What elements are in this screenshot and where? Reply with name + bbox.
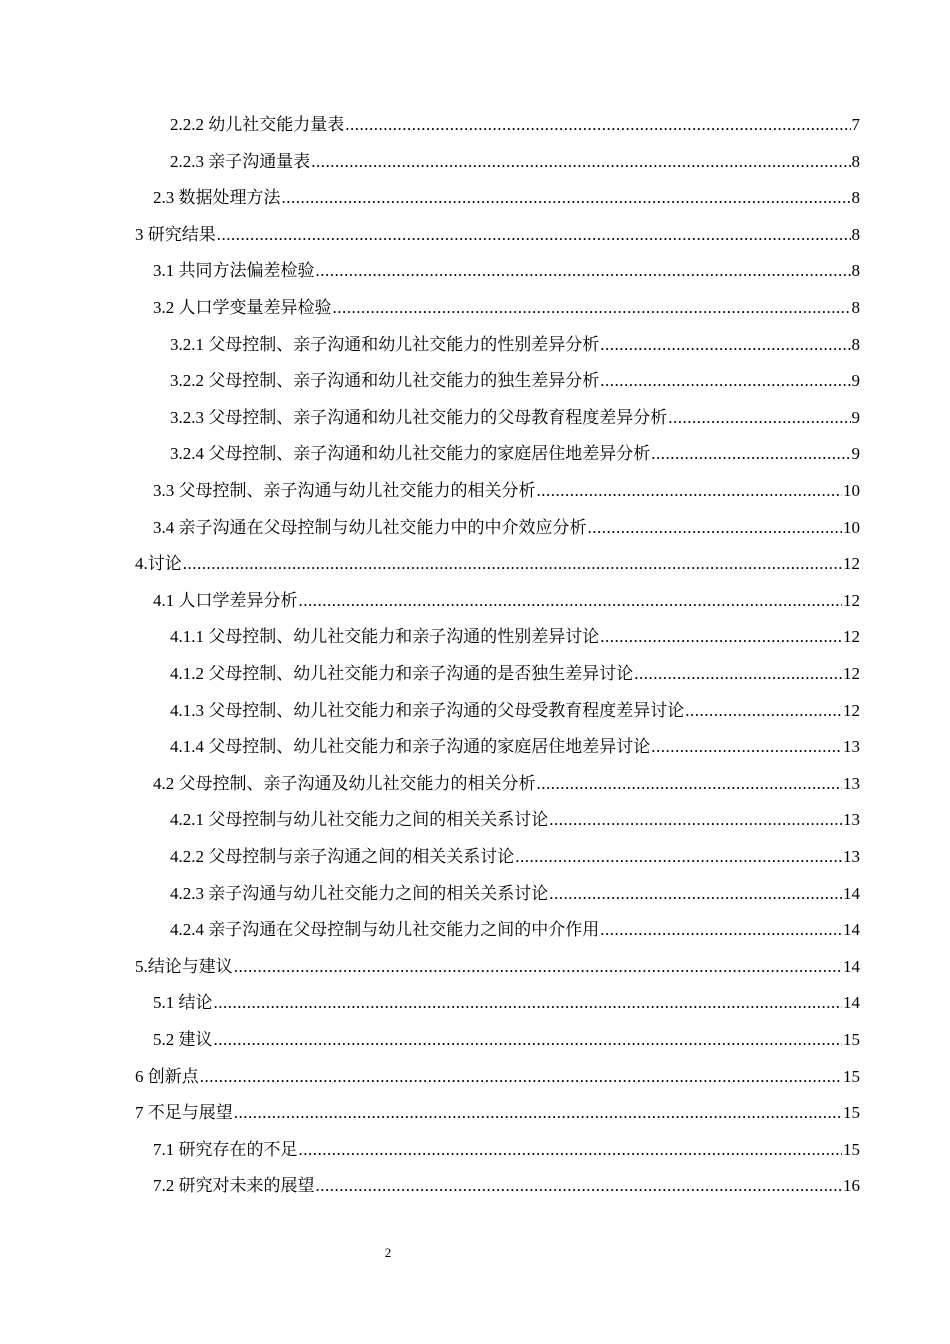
toc-entry-title: 4.1.4 父母控制、幼儿社交能力和亲子沟通的家庭居住地差异讨论 [170, 737, 651, 757]
toc-entry[interactable] [170, 147, 860, 177]
toc-entry-page-number: 10 [843, 481, 860, 500]
toc-entry[interactable] [153, 256, 860, 286]
toc-entry[interactable] [153, 183, 860, 213]
toc-entry[interactable] [170, 915, 860, 945]
toc-entry[interactable] [135, 220, 860, 250]
toc-entry-title: 3.4 亲子沟通在父母控制与幼儿社交能力中的中介效应分析 [153, 517, 587, 537]
toc-entry[interactable] [170, 366, 860, 396]
toc-entry-title: 4.1.1 父母控制、幼儿社交能力和亲子沟通的性别差异讨论 [170, 627, 600, 647]
toc-entry-page-number: 9 [851, 371, 860, 391]
toc-dot-leader [549, 805, 842, 835]
toc-dot-leader [214, 1025, 843, 1055]
toc-dot-leader [299, 1135, 843, 1165]
toc-entry[interactable] [135, 549, 860, 579]
toc-entry[interactable] [170, 659, 860, 689]
toc-dot-leader [311, 147, 850, 177]
toc-dot-leader [600, 915, 842, 945]
toc-entry-title: 3.3 父母控制、亲子沟通与幼儿社交能力的相关分析 [153, 481, 536, 500]
toc-dot-leader [537, 476, 843, 506]
toc-entry-title: 2.2.3 亲子沟通量表 [170, 151, 311, 171]
toc-entry-title: 7 不足与展望 [135, 1103, 233, 1123]
toc-entry[interactable] [153, 1025, 860, 1055]
toc-entry-title: 2.3 数据处理方法 [153, 188, 281, 208]
toc-entry-page-number: 9 [851, 407, 860, 427]
toc-dot-leader [200, 1062, 842, 1092]
toc-entry[interactable] [153, 769, 860, 799]
toc-entry-page-number: 12 [843, 627, 860, 647]
toc-entry[interactable] [170, 842, 860, 872]
toc-dot-leader [600, 366, 850, 396]
toc-entry[interactable] [153, 1135, 860, 1165]
toc-entry-page-number: 8 [851, 188, 860, 208]
toc-entry-page-number: 13 [843, 773, 860, 793]
toc-entry[interactable] [170, 805, 860, 835]
toc-dot-leader [234, 952, 842, 982]
toc-dot-leader [668, 403, 850, 433]
toc-entry-title: 3.2.1 父母控制、亲子沟通和幼儿社交能力的性别差异分析 [170, 334, 600, 354]
toc-entry[interactable] [170, 330, 860, 360]
toc-entry-page-number: 12 [843, 700, 860, 720]
toc-entry-page-number: 10 [843, 517, 860, 537]
toc-entry[interactable] [135, 1062, 860, 1092]
toc-dot-leader [316, 1171, 843, 1201]
toc-entry-page-number: 13 [843, 810, 860, 830]
toc-entry[interactable] [170, 439, 860, 469]
toc-entry-page-number: 14 [843, 920, 860, 940]
toc-dot-leader [214, 988, 843, 1018]
toc-entry[interactable] [170, 110, 860, 140]
toc-entry-page-number: 15 [843, 1030, 860, 1049]
toc-entry-page-number: 15 [843, 1139, 860, 1159]
toc-entry[interactable] [170, 403, 860, 433]
toc-entry-page-number: 9 [851, 444, 860, 464]
toc-entry-title: 7.2 研究对未来的展望 [153, 1176, 315, 1196]
toc-dot-leader [345, 110, 850, 140]
toc-entry[interactable] [135, 1098, 860, 1128]
toc-dot-leader [588, 513, 843, 543]
toc-entry-page-number: 8 [851, 151, 860, 171]
toc-dot-leader [299, 586, 843, 616]
toc-entry-title: 6 创新点 [135, 1066, 199, 1086]
toc-dot-leader [549, 879, 842, 909]
toc-entry-page-number: 14 [843, 993, 860, 1013]
toc-entry-page-number: 16 [843, 1176, 860, 1196]
toc-entry-page-number: 15 [843, 1066, 860, 1086]
toc-dot-leader [600, 622, 842, 652]
toc-entry[interactable] [170, 879, 860, 909]
toc-dot-leader [282, 183, 851, 213]
toc-entry-title: 5.结论与建议 [135, 956, 233, 976]
toc-entry-page-number: 8 [851, 298, 860, 317]
toc-entry-title: 3.1 共同方法偏差检验 [153, 261, 315, 281]
toc-entry-title: 7.1 研究存在的不足 [153, 1139, 298, 1159]
toc-dot-leader [600, 330, 850, 360]
toc-entry-title: 4.讨论 [135, 554, 182, 574]
toc-dot-leader [537, 769, 843, 799]
toc-entry[interactable] [153, 293, 860, 323]
toc-dot-leader [333, 293, 851, 323]
toc-entry[interactable] [170, 696, 860, 726]
toc-entry-title: 4.2.2 父母控制与亲子沟通之间的相关关系讨论 [170, 847, 515, 866]
toc-dot-leader [234, 1098, 842, 1128]
toc-entry-title: 4.2 父母控制、亲子沟通及幼儿社交能力的相关分析 [153, 773, 536, 793]
toc-dot-leader [316, 256, 851, 286]
toc-entry-page-number: 13 [843, 847, 860, 866]
toc-entry[interactable] [135, 952, 860, 982]
toc-entry[interactable] [170, 622, 860, 652]
toc-dot-leader [651, 732, 842, 762]
toc-entry-title: 5.1 结论 [153, 993, 213, 1013]
toc-entry[interactable] [153, 476, 860, 506]
toc-entry[interactable] [153, 513, 860, 543]
toc-entry[interactable] [153, 988, 860, 1018]
toc-entry-page-number: 15 [843, 1103, 860, 1123]
toc-entry-page-number: 8 [851, 261, 860, 281]
toc-entry-page-number: 12 [843, 554, 860, 574]
toc-entry[interactable] [153, 1171, 860, 1201]
toc-dot-leader [651, 439, 850, 469]
toc-entry-title: 4.2.1 父母控制与幼儿社交能力之间的相关关系讨论 [170, 810, 549, 830]
toc-entry-title: 5.2 建议 [153, 1030, 213, 1049]
toc-entry-page-number: 8 [851, 224, 860, 244]
toc-entry-page-number: 8 [851, 334, 860, 354]
toc-entry[interactable] [170, 732, 860, 762]
toc-entry-title: 3.2 人口学变量差异检验 [153, 298, 332, 317]
toc-entry-page-number: 14 [843, 883, 860, 903]
page-number: 2 [384, 1245, 392, 1260]
toc-entry-title: 3.2.3 父母控制、亲子沟通和幼儿社交能力的父母教育程度差异分析 [170, 407, 668, 427]
toc-entry-title: 4.2.4 亲子沟通在父母控制与幼儿社交能力之间的中介作用 [170, 920, 600, 940]
toc-entry-page-number: 14 [843, 956, 860, 976]
toc-entry-title: 4.1.2 父母控制、幼儿社交能力和亲子沟通的是否独生差异讨论 [170, 664, 634, 683]
toc-entry-title: 4.1.3 父母控制、幼儿社交能力和亲子沟通的父母受教育程度差异讨论 [170, 700, 685, 720]
toc-entry-page-number: 12 [843, 590, 860, 610]
toc-entry-title: 4.1 人口学差异分析 [153, 590, 298, 610]
toc-entry-page-number: 12 [843, 664, 860, 683]
toc-entry-page-number: 7 [851, 115, 860, 134]
toc-dot-leader [634, 659, 842, 689]
toc-entry-title: 3 研究结果 [135, 224, 216, 244]
toc-entry-title: 2.2.2 幼儿社交能力量表 [170, 115, 345, 134]
toc-entry-page-number: 13 [843, 737, 860, 757]
toc-entry-title: 3.2.2 父母控制、亲子沟通和幼儿社交能力的独生差异分析 [170, 371, 600, 391]
toc-entry-title: 4.2.3 亲子沟通与幼儿社交能力之间的相关关系讨论 [170, 883, 549, 903]
toc-dot-leader [515, 842, 842, 872]
toc-dot-leader [685, 696, 842, 726]
toc-dot-leader [183, 549, 842, 579]
toc-entry-title: 3.2.4 父母控制、亲子沟通和幼儿社交能力的家庭居住地差异分析 [170, 444, 651, 464]
toc-entry[interactable] [153, 586, 860, 616]
toc-dot-leader [217, 220, 851, 250]
